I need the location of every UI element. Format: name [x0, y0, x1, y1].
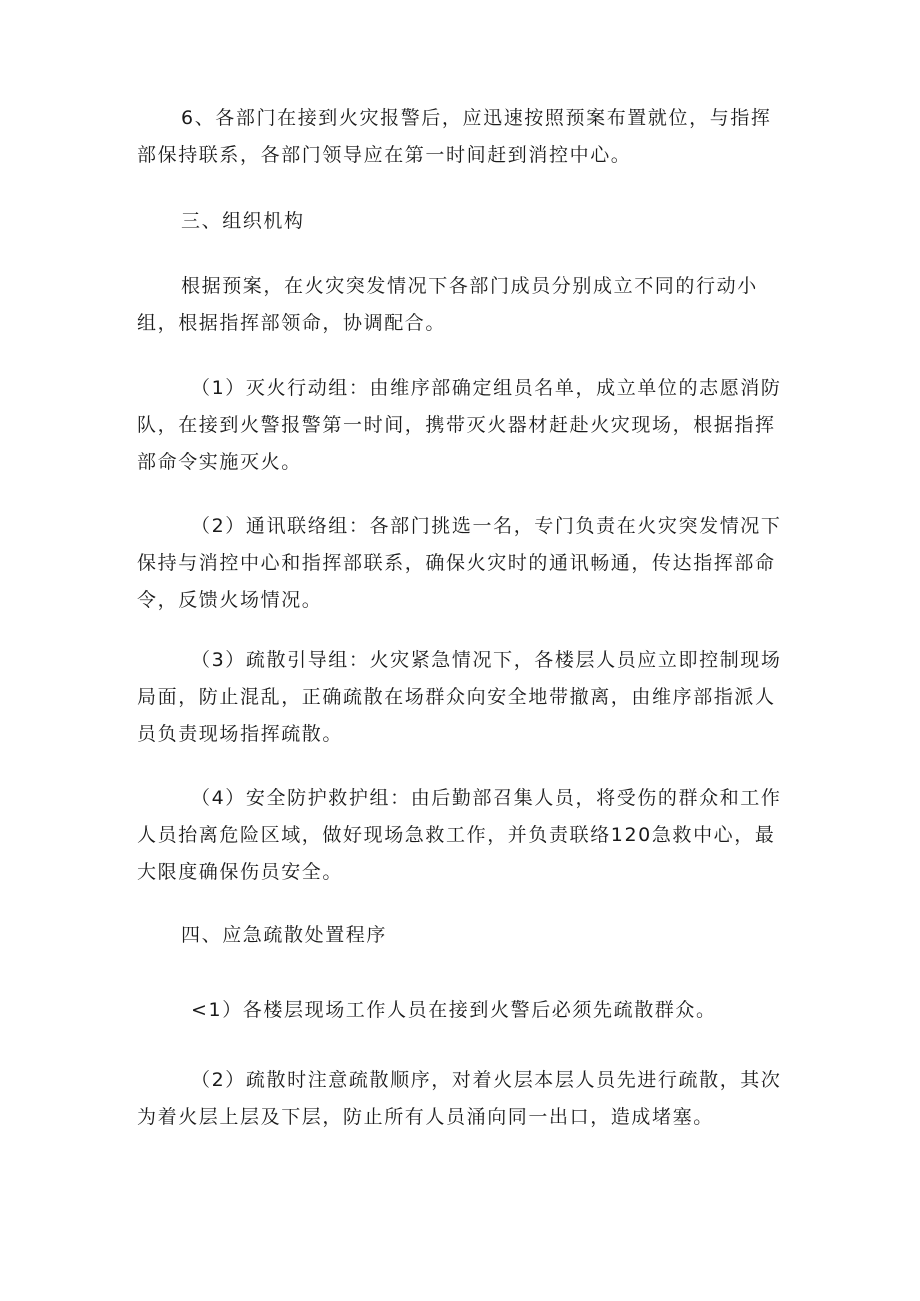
paragraph-communication-group: （2）通讯联络组：各部门挑选一名，专门负责在火灾突发情况下保持与消控中心和指挥部联系，确保火灾时的通讯畅通，传达指挥部命令，反馈火场情况。: [137, 515, 782, 611]
paragraph-evacuation-step-2: （2）疏散时注意疏散顺序，对着火层本层人员先进行疏散，其次为着火层上层及下层，防止所有人员涌向同一出口，造成堵塞。: [137, 1069, 782, 1128]
section-heading-organization: 三、组织机构: [181, 210, 305, 232]
paragraph-evacuation-step-1: <1）各楼层现场工作人员在接到火警后必须先疏散群众。: [191, 999, 717, 1021]
section-heading-evacuation-procedure: 四、应急疏散处置程序: [181, 924, 388, 946]
paragraph-firefighting-group: （1）灭火行动组：由维序部确定组员名单，成立单位的志愿消防队，在接到火警报警第一时间，携带灭火器材赶赴火灾现场，根据指挥部命令实施灭火。: [137, 377, 782, 473]
paragraph-evacuation-group: （3）疏散引导组：火灾紧急情况下，各楼层人员应立即控制现场局面，防止混乱，正确疏散在场群众向安全地带撤离，由维序部指派人员负责现场指挥疏散。: [137, 649, 782, 745]
paragraph-organization-intro: 根据预案，在火灾突发情况下各部门成员分别成立不同的行动小组，根据指挥部领命，协调配合。: [137, 275, 758, 334]
paragraph-department-response: 6、各部门在接到火灾报警后，应迅速按照预案布置就位，与指挥部保持联系，各部门领导应在第一时间赶到消控中心。: [137, 107, 772, 166]
paragraph-rescue-group: （4）安全防护救护组：由后勤部召集人员，将受伤的群众和工作人员抬离危险区域，做好现场急救工作，并负责联络120急救中心，最大限度确保伤员安全。: [137, 787, 782, 883]
